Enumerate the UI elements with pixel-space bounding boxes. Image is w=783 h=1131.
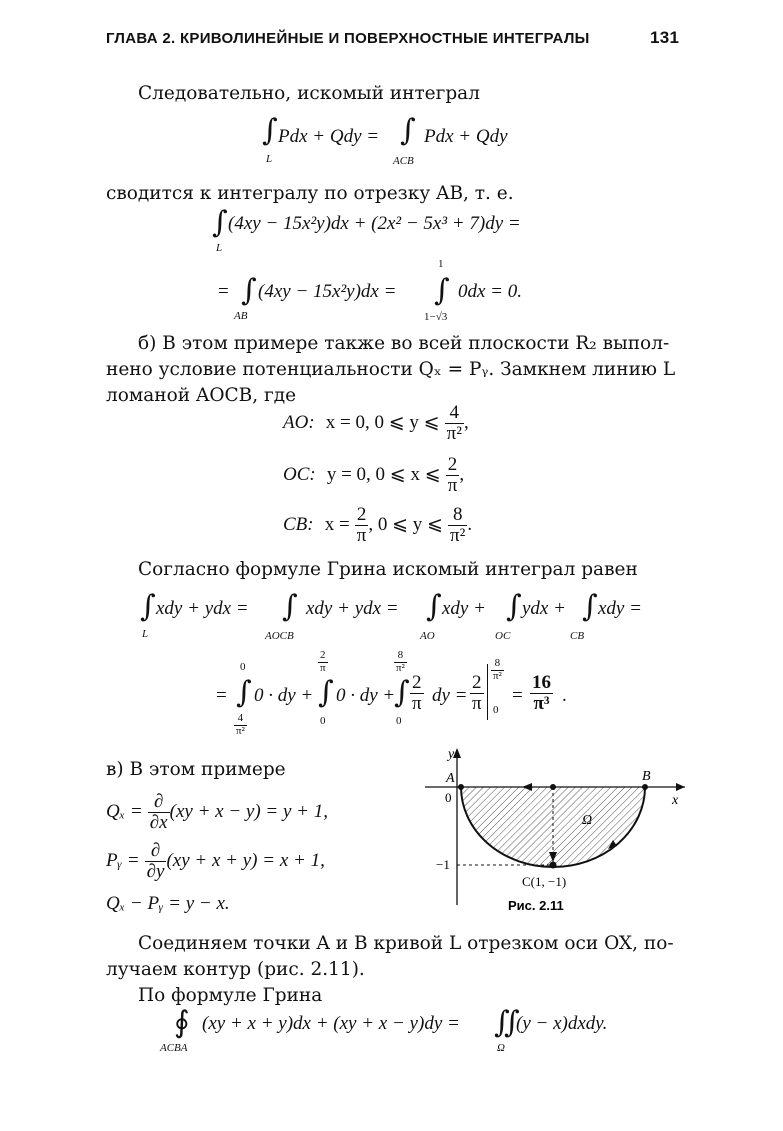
eq2-lower: 1−√3 [424,311,448,323]
eq2-sub: L [216,242,223,254]
eq-py [106,841,325,882]
eq3-c: xdy + [442,598,486,619]
eq4-i3-upper [394,650,407,674]
contour-integral-sign: ∮ [174,1005,190,1040]
eq-diff: Qₓ − Pᵧ = y − x. [106,893,230,914]
eq3-c-sub: AO [420,630,435,642]
cb-den1: π [356,524,367,546]
label-C: C(1, −1) [522,874,567,889]
integral-sign: ∫ [140,589,156,624]
eq1-left-sub: L [266,153,273,165]
cb-cond-b: , 0 ⩽ y ⩽ [368,513,443,535]
paragraph-green: Согласно формуле Грина искомый интеграл равен [138,559,638,580]
eq3-b-sub: AOCB [265,630,294,642]
label-x: x [672,793,679,808]
oc-label: OC: [283,463,316,485]
py-lhs: Pᵧ = [106,849,140,871]
eq2-line2-b: (4xy − 15x²y)dx = [258,281,397,302]
label-A: A [446,771,455,786]
eq2-line2-sub: AB [234,310,248,322]
i3-upper-den: π² [396,661,405,674]
integral-sign: ∫ [318,675,334,710]
cb-num2: 8 [448,505,467,526]
py-d-den: ∂y [146,860,165,882]
py-d-num: ∂ [145,841,167,862]
eq2-upper: 1 [438,258,444,270]
ao-den: π² [446,422,462,444]
eq4-result [530,673,553,714]
eq-cb: CB: x = $\frac{2}{\pi}$ , 0 ⩽ y ⩽ $\frac{8}{\text{π²}}$ . [283,504,473,546]
eq4-f1 [410,673,424,714]
oc-num: 2 [446,455,460,476]
label-minus-1: −1 [436,857,450,872]
integral-sign: ∫ [212,205,228,240]
eq4-eq2: = [512,685,523,706]
qx-d-den: ∂x [149,811,168,833]
qx-d-num: ∂ [148,792,170,813]
label-B: B [642,769,651,784]
i2-upper-num: 2 [318,650,328,663]
eq2-line2-eq: = [218,281,229,302]
cb-num1: 2 [355,505,369,526]
res-den: π³ [533,692,550,714]
eq4-t2: 0 · dy + [336,685,396,706]
eq4-eq: = [216,685,227,706]
eq1-left: Pdx + Qdy = [278,126,380,147]
cb-den2: π² [450,524,466,546]
oc-den: π [447,474,458,496]
evaluation-bar [487,664,488,720]
eq5-lhs-sub: ACBA [160,1042,188,1054]
eq4-i3-lower: 0 [396,715,402,727]
ao-fraction [445,403,464,444]
bar-upper-num: 8 [491,658,504,671]
paragraph-join-line2: лучаем контур (рис. 2.11). [106,959,365,980]
integral-sign: ∫ [236,675,252,710]
eq3-e-sub: CB [570,630,585,642]
i3-upper-num: 8 [394,650,407,663]
eq3-a: xdy + ydx = [156,598,249,619]
integral-sign: ∫ [582,589,598,624]
f1-den: π [412,692,422,714]
label-omega: Ω [582,813,593,828]
eq4-dot: . [562,685,567,706]
integral-sign: ∫ [434,273,450,308]
cb-fraction2 [448,505,467,546]
eq3-d-sub: OC [495,630,511,642]
eq4-t1: 0 · dy + [254,685,314,706]
paragraph-join-line1: Соединяем точки A и B кривой L отрезком оси OX, по- [138,933,674,954]
i1-lower-num: 4 [234,713,247,726]
paragraph-b-line1: б) В этом примере также во всей плоскости R₂ выпол- [138,333,670,354]
paragraph-by-green: По формуле Грина [138,985,323,1006]
eq-qx [106,792,328,833]
cb-fraction1 [355,505,369,546]
integral-sign: ∫ [241,273,257,308]
eq3-a-sub: L [142,628,149,640]
integral-sign: ∫ [506,589,522,624]
integral-sign: ∫ [282,589,298,624]
point-top [550,784,556,790]
i2-upper-den: π [320,661,326,674]
bar-upper-den: π² [493,669,502,682]
integral-sign: ∫ [426,589,442,624]
figure-caption: Рис. 2.11 [508,898,564,913]
point-C [550,862,557,869]
oc-cond: y = 0, 0 ⩽ x ⩽ [326,463,441,485]
eq2-line2-c: 0dx = 0. [458,281,523,302]
eq5-lhs: (xy + x + y)dx + (xy + x − y)dy = [202,1013,460,1034]
point-A [458,784,464,790]
eq3-b: xdy + ydx = [306,598,399,619]
f1-num: 2 [410,673,424,694]
page-number: 131 [650,28,680,47]
eq4-f2 [470,673,484,714]
eq-oc: OC: y = 0, 0 ⩽ x ⩽ $\frac{2}{\pi}$ , [283,454,465,496]
point-B [642,784,648,790]
eq5-rhs: (y − x)dxdy. [516,1013,608,1034]
res-num: 16 [532,672,551,693]
cb-cond-a: x = [324,513,350,535]
ao-cond: x = 0, 0 ⩽ y ⩽ [325,411,440,433]
paragraph-reduces: сводится к интегралу по отрезку AB, т. е. [106,183,514,204]
figure-2-11 [410,740,700,920]
cb-label: CB: [283,513,314,535]
label-y: y [448,747,455,762]
qx-rhs: (xy + x − y) = y + 1, [169,800,328,822]
integral-sign: ∫ [262,113,278,148]
f2-den: π [472,692,482,714]
paragraph-b-line2: нено условие потенциальности Qₓ = Pᵧ. Замкнем линию L [106,359,676,380]
oc-fraction [446,455,460,496]
paragraph-c: в) В этом примере [106,759,286,780]
eq3-d: ydx + [522,598,566,619]
eq5-rhs-sub: Ω [497,1042,505,1054]
eq4-i2-upper [318,650,328,674]
paragraph-b-line3: ломаной AOCB, где [106,385,297,406]
f2-num: 2 [470,673,484,694]
ao-num: 4 [445,403,464,424]
paragraph-therefore: Следовательно, искомый интеграл [138,83,480,104]
eq4-bar-upper [491,658,504,682]
eq1-right-sub: ACB [393,155,414,167]
eq4-i1-lower [234,713,247,737]
double-integral-sign: ∬ [494,1005,520,1040]
eq-ao: AO: x = 0, 0 ⩽ y ⩽ $\frac{4}{\text{π²}}$ , [283,402,469,444]
eq4-i2-lower: 0 [320,715,326,727]
i1-lower-den: π² [236,724,245,737]
eq4-t3: dy = [432,685,468,706]
chapter-title: ГЛАВА 2. КРИВОЛИНЕЙНЫЕ И ПОВЕРХНОСТНЫЕ ИНТЕГРАЛЫ [106,30,590,47]
py-rhs: (xy + x + y) = x + 1, [166,849,325,871]
eq4-i1-upper: 0 [240,661,246,673]
x-axis-arrow [676,783,685,791]
eq3-e: xdy = [598,598,642,619]
eq1-right: Pdx + Qdy [424,126,508,147]
label-0: 0 [445,790,452,805]
integral-sign: ∫ [400,113,416,148]
qx-lhs: Qₓ = [106,800,143,822]
eq4-bar-lower: 0 [493,704,499,716]
eq2-line1: (4xy − 15x²y)dx + (2x² − 5x³ + 7)dy = [228,213,521,234]
ao-label: AO: [283,411,315,433]
integral-sign: ∫ [394,675,410,710]
